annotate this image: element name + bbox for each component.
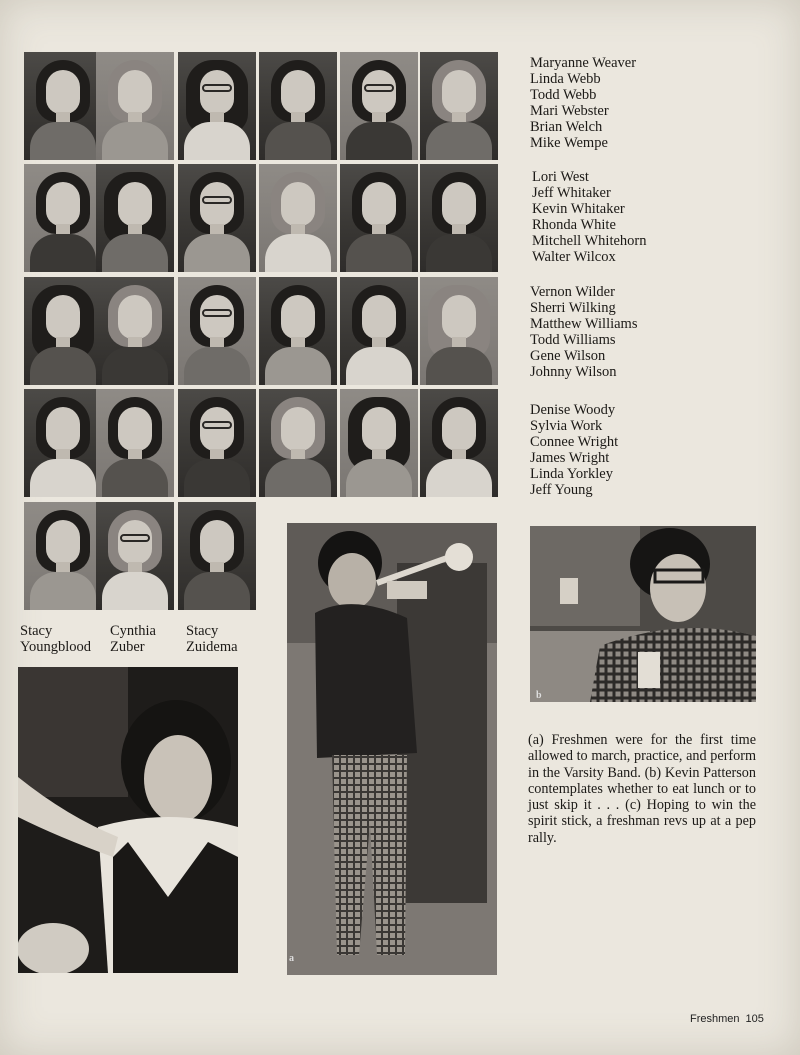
- lunch-illustration: [530, 526, 756, 702]
- page-number: 105: [745, 1013, 764, 1025]
- student-portrait: [178, 389, 256, 497]
- portrait-body: [30, 122, 96, 160]
- portrait-face: [118, 182, 152, 226]
- portrait-body: [426, 234, 492, 272]
- portrait-face: [118, 407, 152, 451]
- student-name: Mitchell Whitehorn: [532, 233, 647, 249]
- name-list-row-1: [530, 55, 636, 151]
- student-portrait: [340, 389, 418, 497]
- student-portrait: [420, 164, 498, 272]
- portrait-face: [281, 182, 315, 226]
- student-name: Rhonda White: [532, 217, 616, 233]
- cheerleader-illustration: [18, 667, 238, 973]
- portrait-body: [265, 459, 331, 497]
- student-name: Jeff Young: [530, 482, 593, 498]
- student-portrait: [420, 277, 498, 385]
- portrait-body: [265, 122, 331, 160]
- band-illustration: [287, 523, 497, 975]
- portrait-face: [200, 520, 234, 564]
- student-portrait: [24, 502, 102, 610]
- portrait-face: [46, 70, 80, 114]
- portrait-face: [442, 70, 476, 114]
- student-name: Kevin Whitaker: [532, 201, 625, 217]
- first-name: Cynthia: [110, 623, 156, 639]
- student-name: Linda Yorkley: [530, 466, 613, 482]
- portrait-body: [102, 347, 168, 385]
- portrait-body: [426, 122, 492, 160]
- portrait-face: [200, 407, 234, 451]
- portrait-body: [265, 347, 331, 385]
- portrait-face: [200, 295, 234, 339]
- portrait-glasses: [364, 84, 394, 92]
- student-name: James Wright: [530, 450, 610, 466]
- student-portrait: [96, 277, 174, 385]
- name-list-row-2: [532, 169, 647, 265]
- student-portrait: [96, 389, 174, 497]
- portrait-face: [362, 407, 396, 451]
- portrait-glasses: [202, 84, 232, 92]
- portrait-body: [184, 459, 250, 497]
- student-portrait: [340, 277, 418, 385]
- student-name: Lori West: [532, 169, 589, 185]
- portrait-glasses: [202, 309, 232, 317]
- portrait-body: [184, 347, 250, 385]
- last-name: Youngblood: [20, 639, 92, 655]
- portrait-face: [46, 520, 80, 564]
- portrait-body: [184, 234, 250, 272]
- portrait-body: [102, 234, 168, 272]
- student-name: Brian Welch: [530, 119, 603, 135]
- portrait-face: [362, 182, 396, 226]
- portrait-body: [346, 459, 412, 497]
- student-portrait: [96, 52, 174, 160]
- first-name: Stacy: [20, 623, 53, 639]
- student-portrait: [24, 277, 102, 385]
- student-name: Jeff Whitaker: [532, 185, 611, 201]
- student-name: Linda Webb: [530, 71, 601, 87]
- portrait-body: [265, 234, 331, 272]
- last-name: Zuidema: [186, 639, 238, 655]
- student-portrait: [24, 164, 102, 272]
- student-portrait: [340, 52, 418, 160]
- student-portrait: [178, 52, 256, 160]
- portrait-body: [346, 122, 412, 160]
- photo-b-lunch: [530, 526, 756, 702]
- student-name: Todd Webb: [530, 87, 597, 103]
- portrait-face: [118, 295, 152, 339]
- last-name: Zuber: [110, 639, 145, 655]
- portrait-glasses: [202, 196, 232, 204]
- portrait-body: [346, 234, 412, 272]
- portrait-body: [30, 572, 96, 610]
- portrait-face: [281, 407, 315, 451]
- student-portrait: [259, 389, 337, 497]
- student-name: Johnny Wilson: [530, 364, 617, 380]
- portrait-body: [184, 572, 250, 610]
- student-portrait: [259, 164, 337, 272]
- section-name: Freshmen: [690, 1013, 740, 1025]
- portrait-face: [46, 182, 80, 226]
- portrait-face: [442, 295, 476, 339]
- bottom-name-3: [186, 623, 238, 655]
- student-name: Mari Webster: [530, 103, 609, 119]
- student-portrait: [420, 52, 498, 160]
- photo-caption: (a) Freshmen were for the first time allowed to march, practice, and perform in the Varsity Band. (b) Kevin Patterson contemplates whether to eat lunch or to just skip it . . . (c) Hoping to win the spirit stick, a freshman revs up at a pep rally.: [528, 732, 756, 846]
- student-portrait: [259, 52, 337, 160]
- portrait-face: [362, 70, 396, 114]
- student-portrait: [420, 389, 498, 497]
- portrait-body: [346, 347, 412, 385]
- student-portrait: [178, 502, 256, 610]
- portrait-face: [200, 70, 234, 114]
- photo-c-cheerleader: [18, 667, 238, 973]
- student-name: Gene Wilson: [530, 348, 606, 364]
- student-name: Denise Woody: [530, 402, 616, 418]
- student-portrait: [178, 277, 256, 385]
- student-portrait: [340, 164, 418, 272]
- student-portrait: [96, 502, 174, 610]
- portrait-face: [281, 295, 315, 339]
- student-portrait: [24, 389, 102, 497]
- portrait-glasses: [120, 534, 150, 542]
- portrait-body: [102, 122, 168, 160]
- student-name: Mike Wempe: [530, 135, 608, 151]
- student-name: Connee Wright: [530, 434, 619, 450]
- student-name: Sherri Wilking: [530, 300, 616, 316]
- student-portrait: [24, 52, 102, 160]
- student-name: Matthew Williams: [530, 316, 638, 332]
- portrait-body: [426, 347, 492, 385]
- photo-a-letter: a: [289, 953, 294, 964]
- portrait-face: [200, 182, 234, 226]
- photo-a-band: [287, 523, 497, 975]
- photo-b-letter: b: [536, 690, 542, 701]
- portrait-face: [362, 295, 396, 339]
- portrait-body: [30, 234, 96, 272]
- portrait-face: [442, 182, 476, 226]
- portrait-glasses: [202, 421, 232, 429]
- student-portrait: [259, 277, 337, 385]
- portrait-face: [442, 407, 476, 451]
- student-portrait: [178, 164, 256, 272]
- student-name: Sylvia Work: [530, 418, 603, 434]
- student-name: Walter Wilcox: [532, 249, 616, 265]
- student-name: Vernon Wilder: [530, 284, 615, 300]
- portrait-face: [118, 520, 152, 564]
- portrait-body: [30, 347, 96, 385]
- portrait-body: [184, 122, 250, 160]
- portrait-body: [102, 572, 168, 610]
- name-list-row-4: [530, 402, 618, 498]
- first-name: Stacy: [186, 623, 219, 639]
- portrait-face: [281, 70, 315, 114]
- page-footer: [690, 1013, 764, 1025]
- student-name: Todd Williams: [530, 332, 616, 348]
- bottom-name-1: [20, 623, 91, 655]
- portrait-face: [118, 70, 152, 114]
- portrait-body: [30, 459, 96, 497]
- portrait-body: [102, 459, 168, 497]
- portrait-body: [426, 459, 492, 497]
- portrait-face: [46, 407, 80, 451]
- student-portrait: [96, 164, 174, 272]
- portrait-face: [46, 295, 80, 339]
- bottom-name-2: [110, 623, 156, 655]
- student-name: Maryanne Weaver: [530, 55, 637, 71]
- name-list-row-3: [530, 284, 637, 380]
